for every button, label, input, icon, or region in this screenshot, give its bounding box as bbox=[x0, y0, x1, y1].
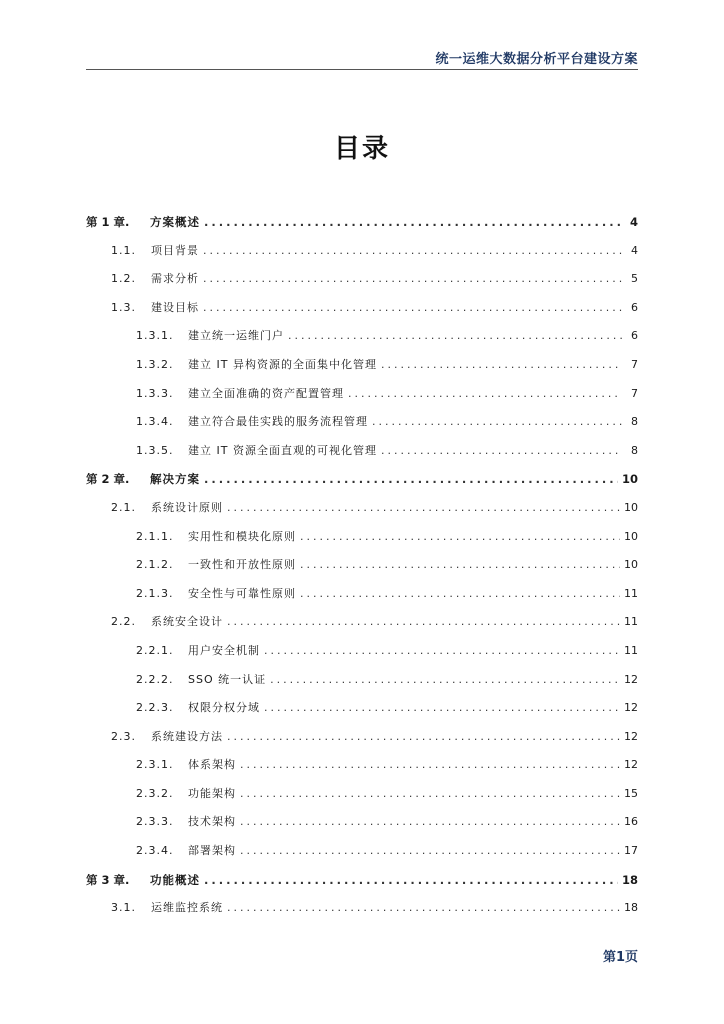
toc-entry-title: 功能架构 bbox=[188, 786, 236, 800]
toc-entry[interactable] bbox=[86, 837, 638, 866]
page-number: 第1页 bbox=[602, 950, 638, 965]
toc-entry-page: 11 bbox=[624, 643, 638, 657]
toc-entry-number: 1.3.3. bbox=[136, 386, 174, 400]
toc-entry-number: 1.2. bbox=[111, 272, 136, 286]
toc-entry[interactable] bbox=[86, 551, 638, 580]
toc-entry-page: 12 bbox=[624, 758, 638, 772]
toc-entry-page: 10 bbox=[624, 529, 638, 543]
toc-entry-title: 用户安全机制 bbox=[188, 643, 260, 657]
toc-entry-page: 4 bbox=[629, 215, 638, 229]
toc-entry-page: 18 bbox=[621, 872, 638, 887]
toc-entry-title: 权限分权分域 bbox=[188, 701, 260, 715]
toc-entry-title: 建立 IT 异构资源的全面集中化管理 bbox=[188, 357, 377, 371]
toc-entry-number: 第 2 章. bbox=[86, 472, 130, 487]
toc-dot-leader bbox=[372, 408, 622, 437]
toc-entry[interactable] bbox=[86, 437, 638, 466]
toc-entry-number: 第 1 章. bbox=[86, 215, 130, 229]
toc-entry-number: 2.3.1. bbox=[136, 758, 174, 772]
toc-entry-page: 4 bbox=[631, 243, 638, 257]
toc-entry-page: 5 bbox=[631, 272, 638, 286]
toc-entry-number: 1.1. bbox=[111, 243, 136, 257]
toc-entry-title: 运维监控系统 bbox=[151, 901, 223, 915]
toc-entry[interactable] bbox=[86, 208, 638, 237]
toc-dot-leader bbox=[203, 237, 622, 266]
toc-dot-leader bbox=[264, 694, 620, 723]
toc-entry-title: 建立符合最佳实践的服务流程管理 bbox=[188, 415, 368, 429]
toc-entry-number: 2.3.4. bbox=[136, 844, 174, 858]
toc-entry[interactable] bbox=[86, 894, 638, 923]
toc-dot-leader bbox=[240, 808, 620, 837]
toc-entry-title: 一致性和开放性原则 bbox=[188, 558, 296, 572]
toc-entry-number: 2.2.3. bbox=[136, 701, 174, 715]
toc-entry[interactable] bbox=[86, 808, 638, 837]
toc-entry-page: 10 bbox=[624, 558, 638, 572]
toc-entry[interactable] bbox=[86, 608, 638, 637]
toc-entry-title: 系统安全设计 bbox=[151, 615, 223, 629]
toc-dot-leader bbox=[227, 608, 620, 637]
toc-entry-title: 系统设计原则 bbox=[151, 500, 223, 514]
toc-entry-page: 12 bbox=[624, 672, 638, 686]
toc-entry[interactable] bbox=[86, 265, 638, 294]
toc-entry[interactable] bbox=[86, 322, 638, 351]
toc-entry-title: 建立 IT 资源全面直观的可视化管理 bbox=[188, 443, 377, 457]
toc-dot-leader bbox=[240, 751, 620, 780]
toc-entry-number: 2.2.1. bbox=[136, 643, 174, 657]
toc-entry-page: 10 bbox=[621, 472, 638, 487]
toc-dot-leader bbox=[381, 351, 622, 380]
toc-entry-title: 功能概述 bbox=[150, 872, 200, 887]
toc-dot-leader bbox=[300, 580, 620, 609]
running-header: 统一运维大数据分析平台建设方案 bbox=[435, 52, 638, 67]
toc-entry-title: 部署架构 bbox=[188, 844, 236, 858]
toc-entry-page: 7 bbox=[631, 386, 638, 400]
toc-dot-leader bbox=[227, 723, 620, 752]
toc-entry[interactable] bbox=[86, 637, 638, 666]
toc-dot-leader bbox=[381, 437, 622, 466]
toc-entry[interactable] bbox=[86, 580, 638, 609]
toc-entry-number: 2.1.3. bbox=[136, 586, 174, 600]
toc-entry-title: 技术架构 bbox=[188, 815, 236, 829]
toc-entry-number: 3.1. bbox=[111, 901, 136, 915]
toc-entry-title: 系统建设方法 bbox=[151, 729, 223, 743]
toc-entry[interactable] bbox=[86, 780, 638, 809]
toc-entry[interactable] bbox=[86, 723, 638, 752]
toc-dot-leader bbox=[300, 523, 620, 552]
toc-entry-title: 项目背景 bbox=[151, 243, 199, 257]
toc-entry-title: 安全性与可靠性原则 bbox=[188, 586, 296, 600]
toc-dot-leader bbox=[203, 294, 622, 323]
toc-entry-page: 18 bbox=[624, 901, 638, 915]
toc-entry-number: 2.2.2. bbox=[136, 672, 174, 686]
toc-entry-number: 1.3.5. bbox=[136, 443, 174, 457]
toc-entry-page: 17 bbox=[624, 844, 638, 858]
toc-entry[interactable] bbox=[86, 523, 638, 552]
toc-dot-leader bbox=[204, 866, 618, 895]
toc-entry-page: 8 bbox=[631, 443, 638, 457]
toc-dot-leader bbox=[240, 780, 620, 809]
toc-dot-leader bbox=[288, 322, 622, 351]
toc-entry[interactable] bbox=[86, 694, 638, 723]
toc-dot-leader bbox=[264, 637, 620, 666]
toc-entry[interactable] bbox=[86, 408, 638, 437]
toc-entry-number: 2.1.2. bbox=[136, 558, 174, 572]
toc-entry[interactable] bbox=[86, 465, 638, 494]
table-of-contents bbox=[86, 208, 638, 923]
toc-entry[interactable] bbox=[86, 494, 638, 523]
toc-entry-number: 1.3. bbox=[111, 300, 136, 314]
toc-entry-page: 11 bbox=[624, 586, 638, 600]
toc-title: 目录 bbox=[333, 134, 390, 164]
toc-entry-title: SSO 统一认证 bbox=[188, 672, 267, 686]
toc-entry[interactable] bbox=[86, 351, 638, 380]
toc-entry[interactable] bbox=[86, 294, 638, 323]
toc-entry-page: 8 bbox=[631, 415, 638, 429]
header-divider bbox=[86, 69, 638, 70]
toc-entry-number: 1.3.4. bbox=[136, 415, 174, 429]
toc-entry-title: 建设目标 bbox=[151, 300, 199, 314]
toc-entry-number: 2.1.1. bbox=[136, 529, 174, 543]
toc-entry[interactable] bbox=[86, 380, 638, 409]
toc-entry-page: 6 bbox=[631, 329, 638, 343]
toc-entry[interactable] bbox=[86, 666, 638, 695]
toc-entry-number: 2.3. bbox=[111, 729, 136, 743]
toc-entry-page: 7 bbox=[631, 357, 638, 371]
toc-entry-title: 建立统一运维门户 bbox=[188, 329, 284, 343]
toc-entry-page: 11 bbox=[624, 615, 638, 629]
toc-entry-page: 10 bbox=[624, 500, 638, 514]
toc-dot-leader bbox=[204, 465, 618, 494]
toc-dot-leader bbox=[227, 494, 620, 523]
toc-entry-page: 12 bbox=[624, 701, 638, 715]
toc-entry-title: 实用性和模块化原则 bbox=[188, 529, 296, 543]
toc-dot-leader bbox=[300, 551, 620, 580]
toc-entry-number: 2.1. bbox=[111, 500, 136, 514]
toc-entry-number: 1.3.1. bbox=[136, 329, 174, 343]
toc-entry[interactable] bbox=[86, 751, 638, 780]
toc-entry-page: 6 bbox=[631, 300, 638, 314]
toc-entry-number: 1.3.2. bbox=[136, 357, 174, 371]
toc-entry-number: 2.3.3. bbox=[136, 815, 174, 829]
toc-entry[interactable] bbox=[86, 237, 638, 266]
toc-entry-page: 15 bbox=[624, 786, 638, 800]
toc-entry-page: 16 bbox=[624, 815, 638, 829]
toc-entry-number: 第 3 章. bbox=[86, 872, 130, 887]
toc-entry[interactable] bbox=[86, 866, 638, 895]
toc-entry-title: 建立全面准确的资产配置管理 bbox=[188, 386, 344, 400]
toc-entry-page: 12 bbox=[624, 729, 638, 743]
toc-entry-title: 解决方案 bbox=[150, 472, 200, 487]
toc-entry-number: 2.2. bbox=[111, 615, 136, 629]
toc-dot-leader bbox=[348, 380, 622, 409]
toc-dot-leader bbox=[240, 837, 620, 866]
toc-entry-number: 2.3.2. bbox=[136, 786, 174, 800]
toc-entry-title: 方案概述 bbox=[150, 215, 200, 229]
toc-dot-leader bbox=[204, 208, 622, 237]
toc-entry-title: 需求分析 bbox=[151, 272, 199, 286]
toc-dot-leader bbox=[270, 666, 620, 695]
toc-dot-leader bbox=[227, 894, 620, 923]
toc-dot-leader bbox=[203, 265, 622, 294]
toc-entry-title: 体系架构 bbox=[188, 758, 236, 772]
